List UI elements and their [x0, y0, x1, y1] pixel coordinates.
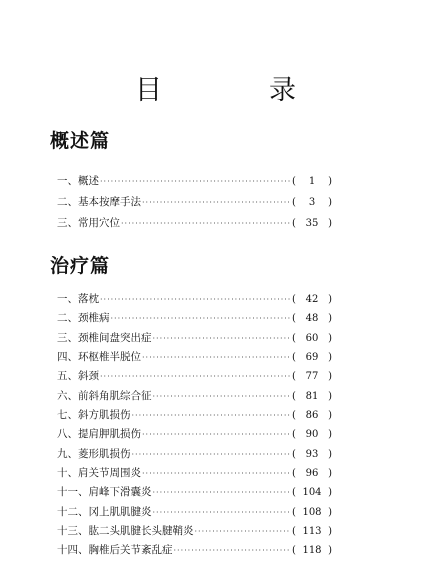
section-heading-treatment: 治疗篇	[50, 255, 111, 277]
toc-entry	[57, 329, 332, 348]
dot-leader	[142, 464, 291, 483]
toc-entry	[57, 503, 332, 522]
open-paren: (	[292, 313, 296, 325]
dot-leader	[195, 522, 292, 541]
dot-leader	[100, 367, 291, 386]
close-paren: )	[328, 526, 332, 538]
dot-leader	[174, 541, 292, 560]
toc-page-number: 113	[302, 526, 322, 538]
close-paren: )	[328, 429, 332, 441]
toc-page-number: 60	[305, 332, 319, 344]
toc-entry-label: 十、肩关节周围炎	[57, 467, 141, 480]
close-paren: )	[328, 176, 332, 187]
open-paren: (	[292, 218, 296, 229]
toc-entry	[57, 464, 332, 483]
toc-page-number: 96	[305, 468, 319, 480]
open-paren: (	[292, 332, 296, 344]
toc-page-number: 42	[305, 294, 319, 305]
close-paren: )	[328, 371, 332, 383]
toc-page-number: 48	[305, 313, 319, 325]
toc-page-ref	[292, 406, 332, 425]
toc-entry-label: 八、提肩胛肌损伤	[57, 428, 141, 441]
dot-leader	[153, 483, 292, 502]
toc-page-ref	[292, 503, 332, 522]
toc-list-overview	[57, 171, 332, 234]
dot-leader	[100, 171, 291, 192]
dot-leader	[153, 503, 292, 522]
toc-page-ref	[292, 367, 332, 386]
open-paren: (	[292, 294, 296, 305]
open-paren: (	[292, 410, 296, 422]
page-title: 目 录	[135, 75, 336, 106]
toc-entry	[57, 522, 332, 541]
dot-leader	[142, 192, 291, 213]
close-paren: )	[328, 487, 332, 499]
toc-page-number: 69	[305, 352, 319, 364]
toc-entry	[57, 406, 332, 425]
toc-page-number: 77	[305, 371, 319, 383]
open-paren: (	[292, 448, 296, 460]
toc-list-treatment	[57, 290, 332, 561]
dot-leader	[153, 387, 292, 406]
toc-page-ref	[292, 290, 332, 309]
toc-page-ref	[292, 425, 332, 444]
toc-entry-label: 二、颈椎病	[57, 312, 110, 325]
toc-entry	[57, 541, 332, 560]
open-paren: (	[292, 468, 296, 480]
toc-entry	[57, 171, 332, 192]
toc-entry	[57, 387, 332, 406]
open-paren: (	[292, 176, 296, 187]
open-paren: (	[292, 197, 296, 208]
open-paren: (	[292, 526, 296, 538]
section-heading-overview: 概述篇	[50, 130, 111, 152]
toc-page-ref	[292, 329, 332, 348]
toc-page-number: 108	[302, 506, 322, 518]
toc-entry	[57, 192, 332, 213]
toc-page-ref	[292, 483, 332, 502]
dot-leader	[111, 309, 292, 328]
toc-entry	[57, 348, 332, 367]
toc-page-ref	[292, 445, 332, 464]
close-paren: )	[328, 352, 332, 364]
toc-entry	[57, 309, 332, 328]
dot-leader	[142, 425, 291, 444]
toc-page-ref	[292, 348, 332, 367]
toc-page-ref	[292, 387, 332, 406]
toc-page-number: 118	[302, 545, 322, 557]
toc-entry-label: 十三、肱二头肌腱长头腱鞘炎	[57, 525, 194, 538]
toc-entry	[57, 445, 332, 464]
toc-page-ref	[292, 309, 332, 328]
close-paren: )	[328, 410, 332, 422]
toc-entry-label: 二、基本按摩手法	[57, 196, 141, 208]
close-paren: )	[328, 313, 332, 325]
toc-entry-label: 四、环枢椎半脱位	[57, 351, 141, 364]
open-paren: (	[292, 371, 296, 383]
toc-page-number: 86	[305, 410, 319, 422]
dot-leader	[100, 290, 291, 309]
toc-page-number: 90	[305, 429, 319, 441]
dot-leader	[132, 445, 292, 464]
toc-page-number: 104	[302, 487, 322, 499]
close-paren: )	[328, 545, 332, 557]
toc-entry-label: 九、菱形肌损伤	[57, 447, 131, 460]
dot-leader	[132, 406, 292, 425]
toc-entry-label: 十一、肩峰下滑囊炎	[57, 486, 152, 499]
close-paren: )	[328, 506, 332, 518]
open-paren: (	[292, 506, 296, 518]
toc-entry	[57, 367, 332, 386]
close-paren: )	[328, 468, 332, 480]
toc-page-number: 35	[305, 218, 319, 229]
toc-entry	[57, 213, 332, 234]
toc-page-ref	[292, 171, 332, 192]
toc-entry	[57, 425, 332, 444]
open-paren: (	[292, 545, 296, 557]
close-paren: )	[328, 390, 332, 402]
toc-entry-label: 三、常用穴位	[57, 217, 120, 229]
toc-entry-label: 三、颈椎间盘突出症	[57, 331, 152, 344]
toc-entry-label: 六、前斜角肌综合征	[57, 389, 152, 402]
toc-entry	[57, 483, 332, 502]
close-paren: )	[328, 448, 332, 460]
toc-page-number: 3	[308, 197, 316, 208]
toc-page-ref	[292, 192, 332, 213]
toc-entry-label: 一、概述	[57, 175, 99, 187]
toc-page-ref	[292, 541, 332, 560]
toc-entry-label: 十四、胸椎后关节紊乱症	[57, 544, 173, 557]
toc-entry-label: 七、斜方肌损伤	[57, 409, 131, 422]
close-paren: )	[328, 332, 332, 344]
dot-leader	[142, 348, 291, 367]
toc-page-number: 93	[305, 448, 319, 460]
toc-page-ref	[292, 522, 332, 541]
close-paren: )	[328, 197, 332, 208]
toc-entry-label: 一、落枕	[57, 293, 99, 305]
close-paren: )	[328, 218, 332, 229]
dot-leader	[153, 329, 292, 348]
open-paren: (	[292, 390, 296, 402]
toc-entry	[57, 290, 332, 309]
toc-page-number: 1	[308, 176, 316, 187]
open-paren: (	[292, 429, 296, 441]
dot-leader	[121, 213, 291, 234]
open-paren: (	[292, 487, 296, 499]
toc-page-ref	[292, 464, 332, 483]
toc-entry-label: 十二、冈上肌肌腱炎	[57, 505, 152, 518]
toc-page-number: 81	[305, 390, 319, 402]
close-paren: )	[328, 294, 332, 305]
open-paren: (	[292, 352, 296, 364]
toc-entry-label: 五、斜颈	[57, 370, 99, 383]
toc-page-ref	[292, 213, 332, 234]
